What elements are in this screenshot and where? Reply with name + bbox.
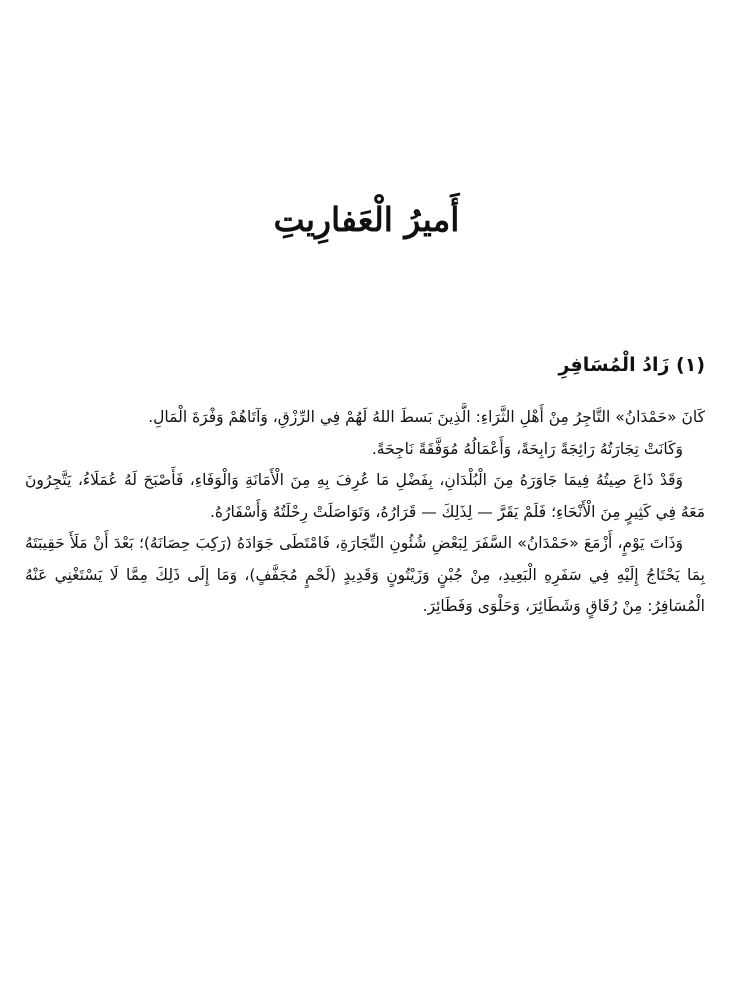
body-text — [25, 402, 705, 623]
paragraph: وَكَانَتْ تِجَارَتُهُ رَائِجَةً رَابِحَةً، وَأَعْمَالُهُ مُوَفَّقَةً نَاجِحَةً. — [371, 439, 683, 458]
paragraph: وَذَاتَ يَوْمٍ، أَزْمَعَ «حَمْدَانُ» السَّفَرَ لِبَعْضِ شُئُونِ التِّجَارَةِ، فَامْتَطَى جَوَادَهُ (رَكِبَ حِصَانَهُ)؛ بَعْدَ أَنْ مَلَأَ حَقِيبَتَهُ بِمَا يَحْتَاجُ إِلَيْهِ فِي سَفَرِهِ الْبَعِيدِ، مِنْ جُبْنٍ وَزَيْتُونٍ وَقَدِيدٍ (لَحْمٍ مُجَفَّفٍ)، وَمَا إِلَى ذَلِكَ مِمَّا لَا يَسْتَغْنِي عَنْهُ الْمُسَافِرُ: مِنْ رُقَاقٍ وَشَطَائِرَ، وَحَلْوَى وَفَطَائِرَ. — [25, 534, 705, 615]
section-heading: (١) زَادُ الْمُسَافِرِ — [558, 354, 705, 376]
chapter-title: أَميرُ الْعَفارِيتِ — [273, 200, 460, 239]
paragraph: كَانَ «حَمْدَانُ» التَّاجِرُ مِنْ أَهْلِ الثَّرَاءِ: الَّذِينَ بَسطَ اللهُ لَهُمْ فِي الرِّزْقِ، وَآتَاهُمْ وَفْرَةَ الْمَالِ. — [148, 408, 705, 426]
paragraph: وَقَدْ ذَاعَ صِيتُهُ فِيمَا جَاوَرَهُ مِنَ الْبُلْدَانِ، بِفَضْلِ مَا عُرِفَ بِهِ مِنَ الْأَمَانَةِ وَالْوَفَاءِ، فَأَصْبَحَ لَهُ عُمَلَاءُ، يَتَّجِرُونَ مَعَهُ فِي كَثِيرٍ مِنَ الْأَنْحَاءِ؛ فَلَمْ يَقَرَّ — لِذَلِكَ — قَرَارُهُ، وَتَوَاصَلَتْ رِحْلَتُهُ وَأَسْفَارُهُ. — [25, 471, 705, 521]
